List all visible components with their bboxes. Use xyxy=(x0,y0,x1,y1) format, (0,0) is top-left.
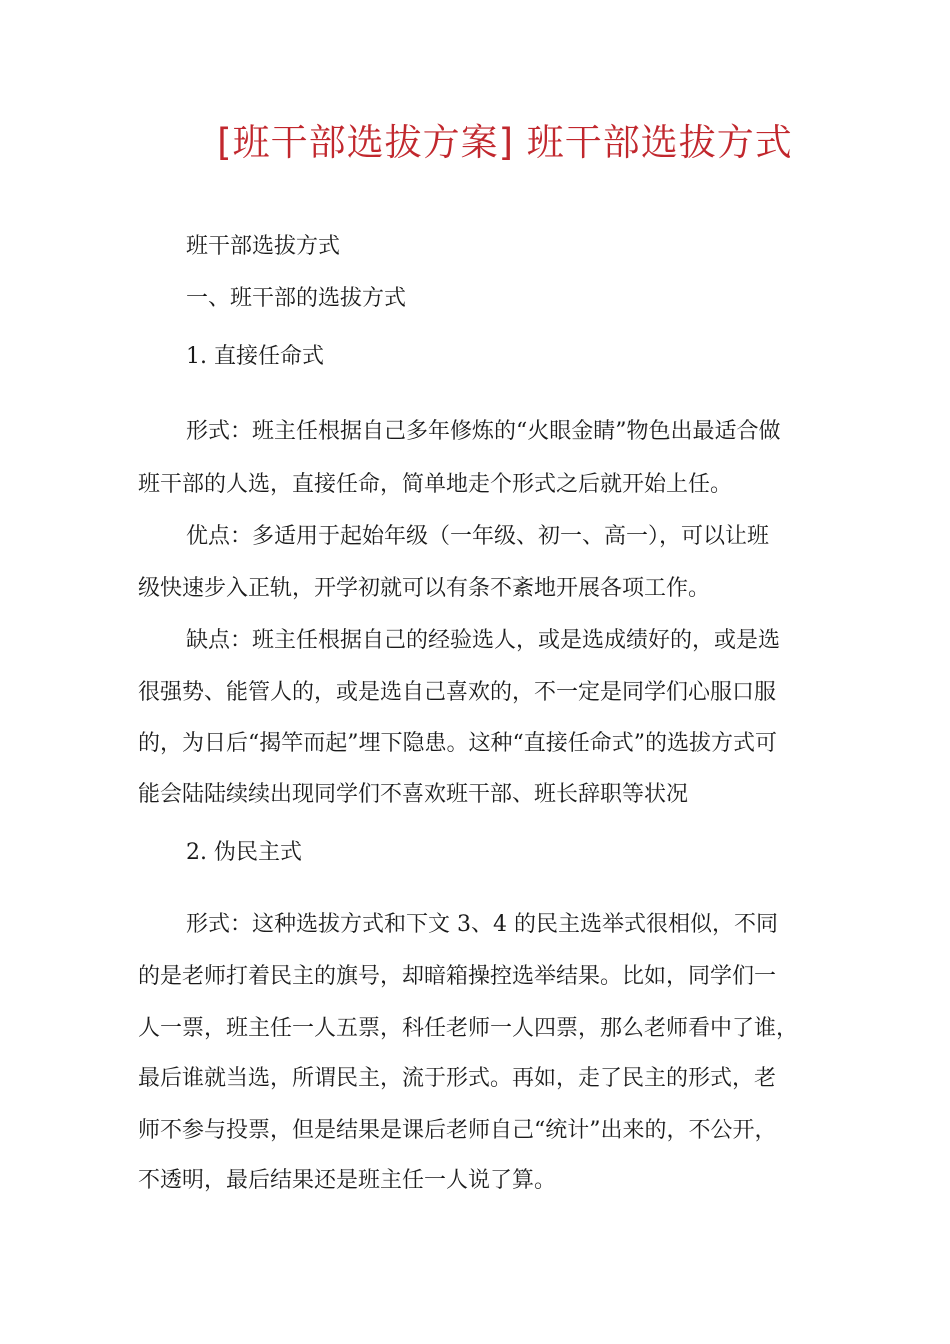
paragraph-line: 级快速步入正轨，开学初就可以有条不紊地开展各项工作。 xyxy=(138,576,711,601)
paragraph-line: 能会陆陆续续出现同学们不喜欢班干部、班长辞职等状况 xyxy=(138,782,689,807)
paragraph-line: 师不参与投票，但是结果是课后老师自己“统计”出来的，不公开， xyxy=(138,1118,777,1143)
paragraph-line: 形式：这种选拔方式和下文 3、4 的民主选举式很相似，不同 xyxy=(186,912,778,937)
paragraph-line: 缺点：班主任根据自己的经验选人，或是选成绩好的，或是选 xyxy=(186,628,781,653)
paragraph-line: 最后谁就当选，所谓民主，流于形式。再如，走了民主的形式，老 xyxy=(138,1066,777,1091)
subsection-heading-1: 1. 直接任命式 xyxy=(186,344,324,369)
paragraph-line: 不透明，最后结果还是班主任一人说了算。 xyxy=(138,1168,557,1193)
heading-main: 班干部选拔方式 xyxy=(186,234,341,259)
paragraph-line: 的，为日后“揭竿而起”埋下隐患。这种“直接任命式”的选拔方式可 xyxy=(138,731,777,756)
section-heading-1: 一、班干部的选拔方式 xyxy=(186,286,407,311)
subsection-heading-2: 2. 伪民主式 xyxy=(186,840,302,865)
document-title: [班干部选拔方案] 班干部选拔方式 xyxy=(217,121,793,164)
paragraph-line: 人一票，班主任一人五票，科任老师一人四票，那么老师看中了谁， xyxy=(138,1016,799,1041)
paragraph-line: 很强势、能管人的，或是选自己喜欢的，不一定是同学们心服口服 xyxy=(138,680,777,705)
paragraph-line: 形式：班主任根据自己多年修炼的“火眼金睛”物色出最适合做 xyxy=(186,419,781,444)
paragraph-line: 优点：多适用于起始年级（一年级、初一、高一），可以让班 xyxy=(186,524,770,549)
paragraph-line: 班干部的人选，直接任命，简单地走个形式之后就开始上任。 xyxy=(138,472,733,497)
paragraph-line: 的是老师打着民主的旗号，却暗箱操控选举结果。比如，同学们一 xyxy=(138,964,777,989)
